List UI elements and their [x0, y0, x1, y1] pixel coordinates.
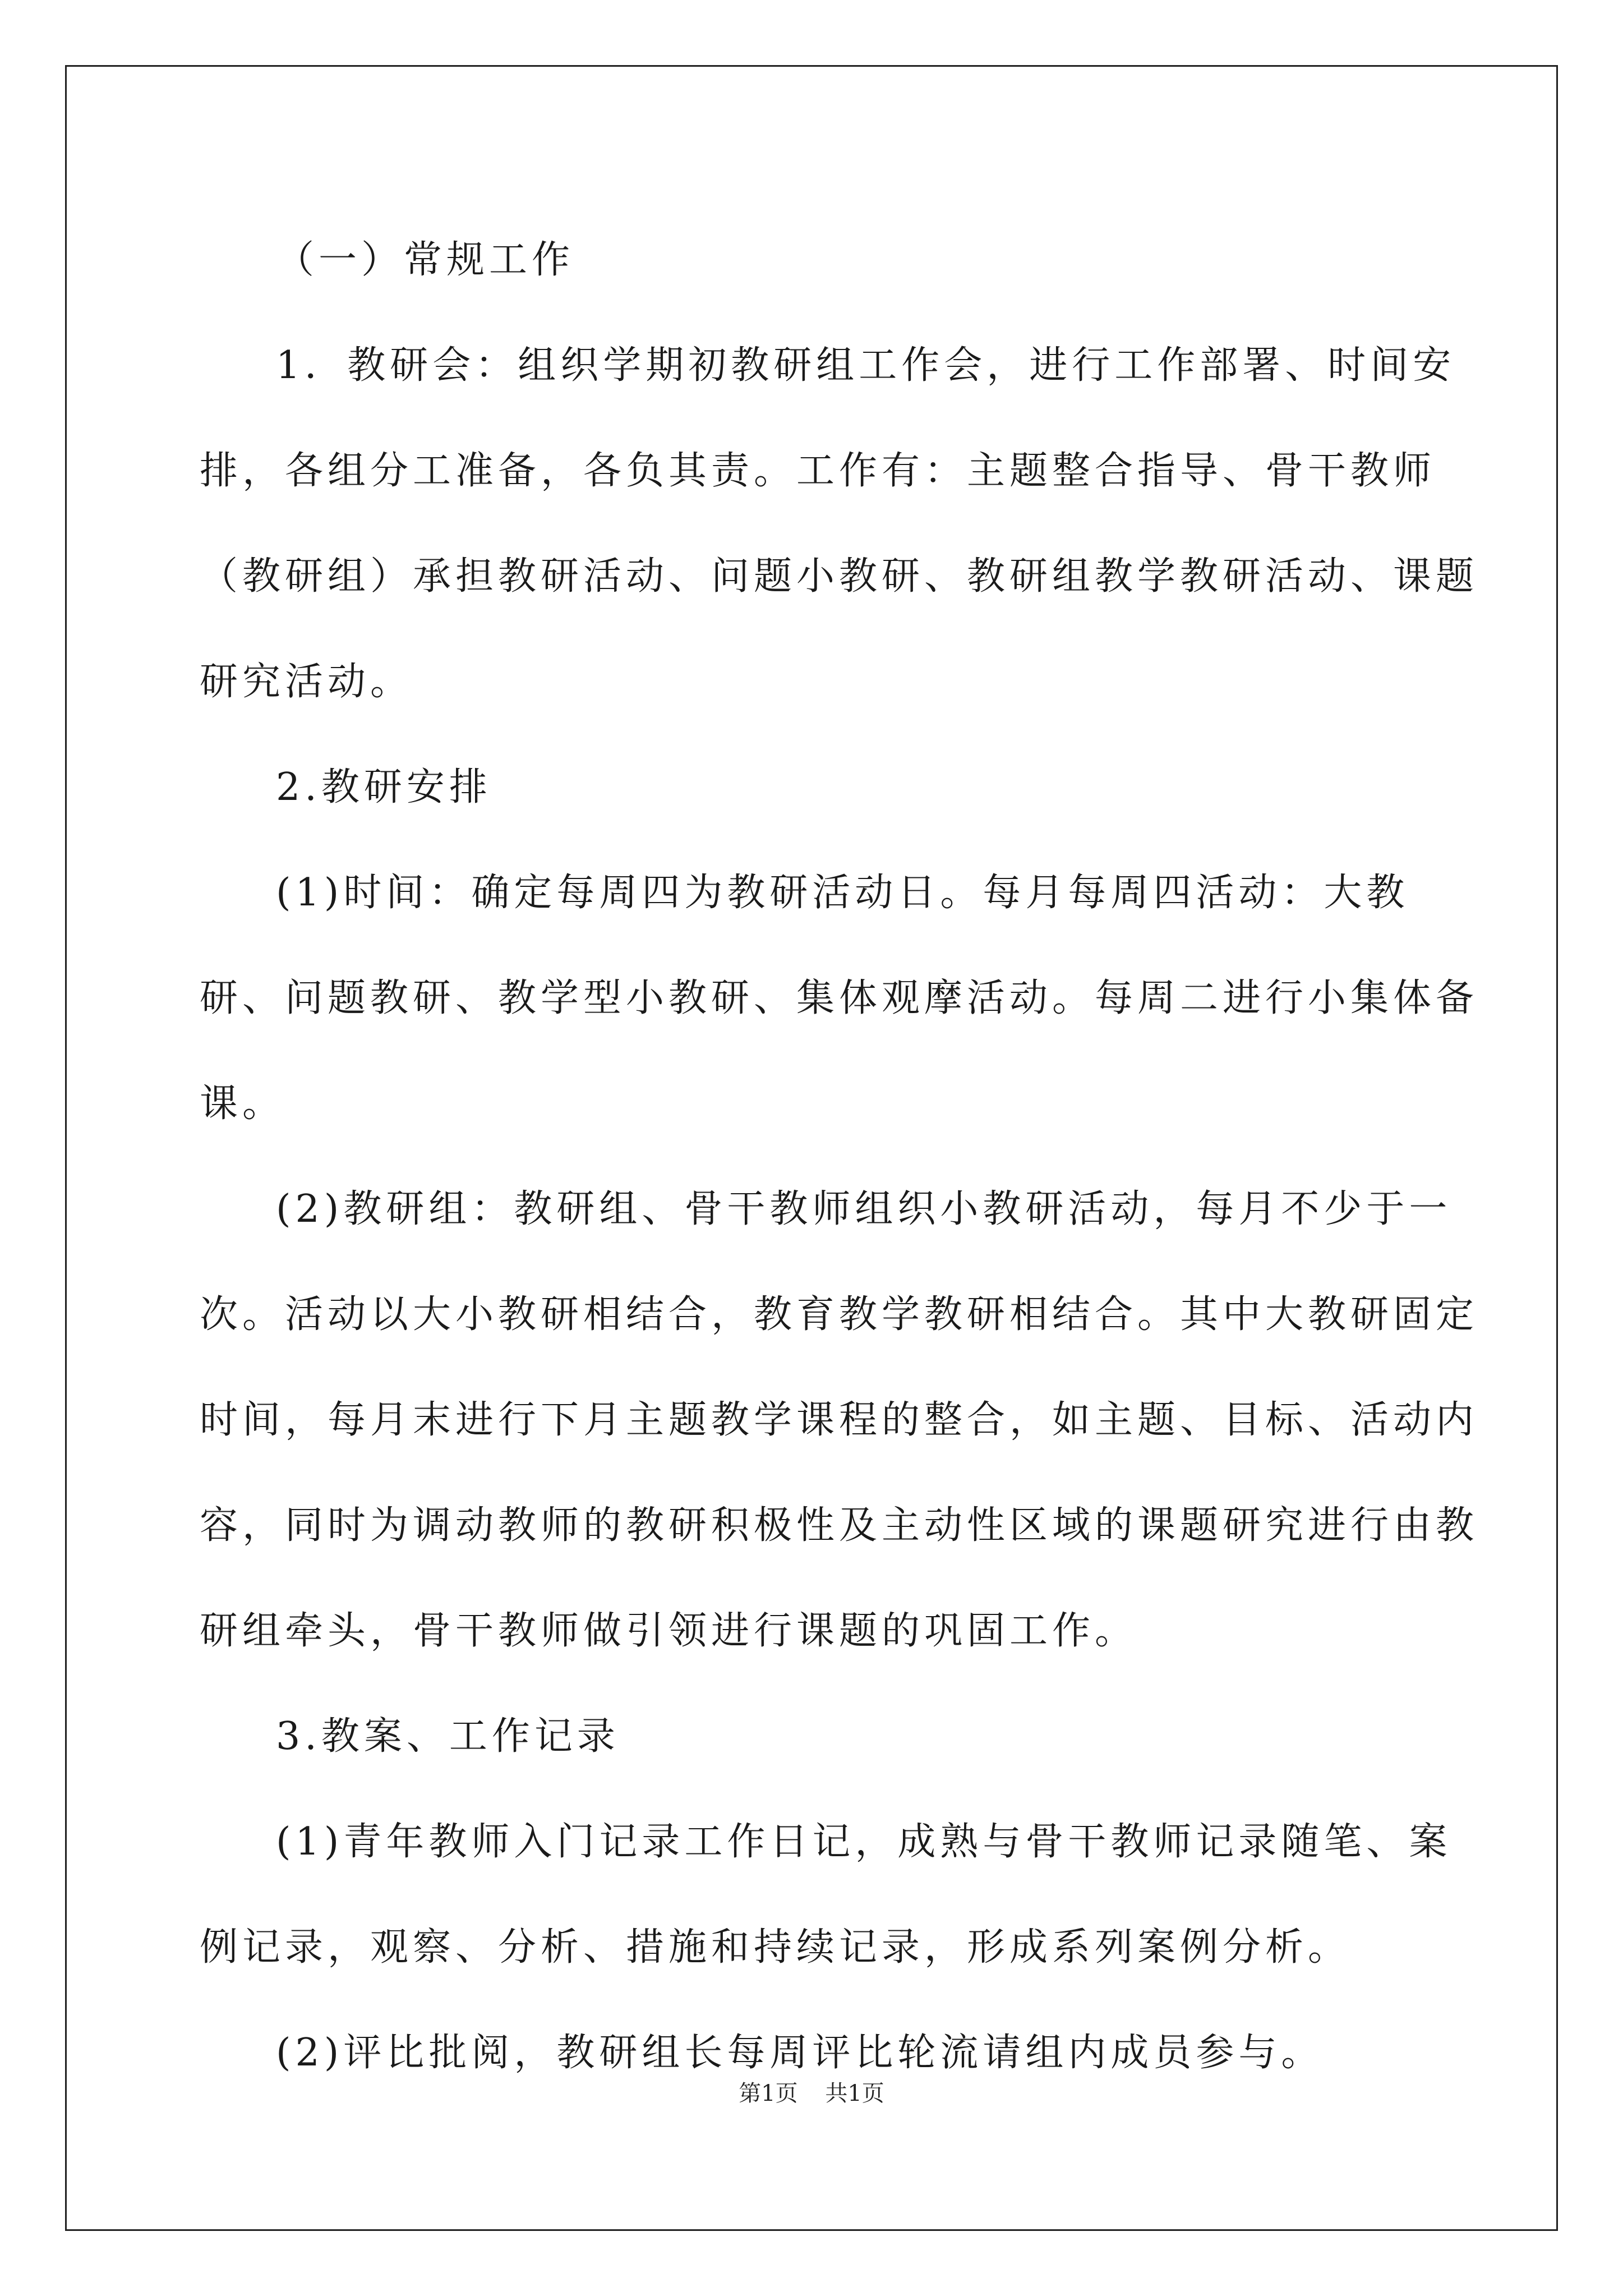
paragraph-research-group: (2)教研组：教研组、骨干教师组织小教研活动，每月不少于一次。活动以大小教研相结合，教育教学教研相结合。其中大教研固定时间，每月末进行下月主题教学课程的整合，如主题、目标、活动内容，同时为调动教师的教研积极性及主动性区域的课题研究进行由教研组牵头，骨干教师做引领进行课题的巩固工作。: [200, 1187, 1479, 1653]
document-body: [200, 208, 1484, 2106]
subheading-research-schedule: 2.教研安排: [276, 765, 492, 809]
paragraph-young-teachers: (1)青年教师入门记录工作日记，成熟与骨干教师记录随笔、案例记录，观察、分析、措施和持续记录，形成系列案例分析。: [200, 1820, 1452, 1970]
page-footer: [0, 2076, 1623, 2108]
page-total: 共1页: [825, 2081, 884, 2106]
section-heading: （一）常规工作: [276, 238, 575, 282]
paragraph-time: (1)时间：确定每周四为教研活动日。每月每周四活动：大教研、问题教研、教学型小教研、集体观摩活动。每周二进行小集体备课。: [200, 871, 1479, 1126]
paragraph-review: (2)评比批阅，教研组长每周评比轮流请组内成员参与。: [276, 2031, 1324, 2075]
subheading-lesson-plans: 3.教案、工作记录: [276, 1714, 620, 1759]
page-number: 第1页: [739, 2081, 798, 2106]
paragraph-teaching-meeting: 1．教研会：组织学期初教研组工作会，进行工作部署、时间安排，各组分工准备，各负其责。工作有：主题整合指导、骨干教师（教研组）承担教研活动、问题小教研、教研组教学教研活动、课题研究活动。: [200, 343, 1479, 704]
